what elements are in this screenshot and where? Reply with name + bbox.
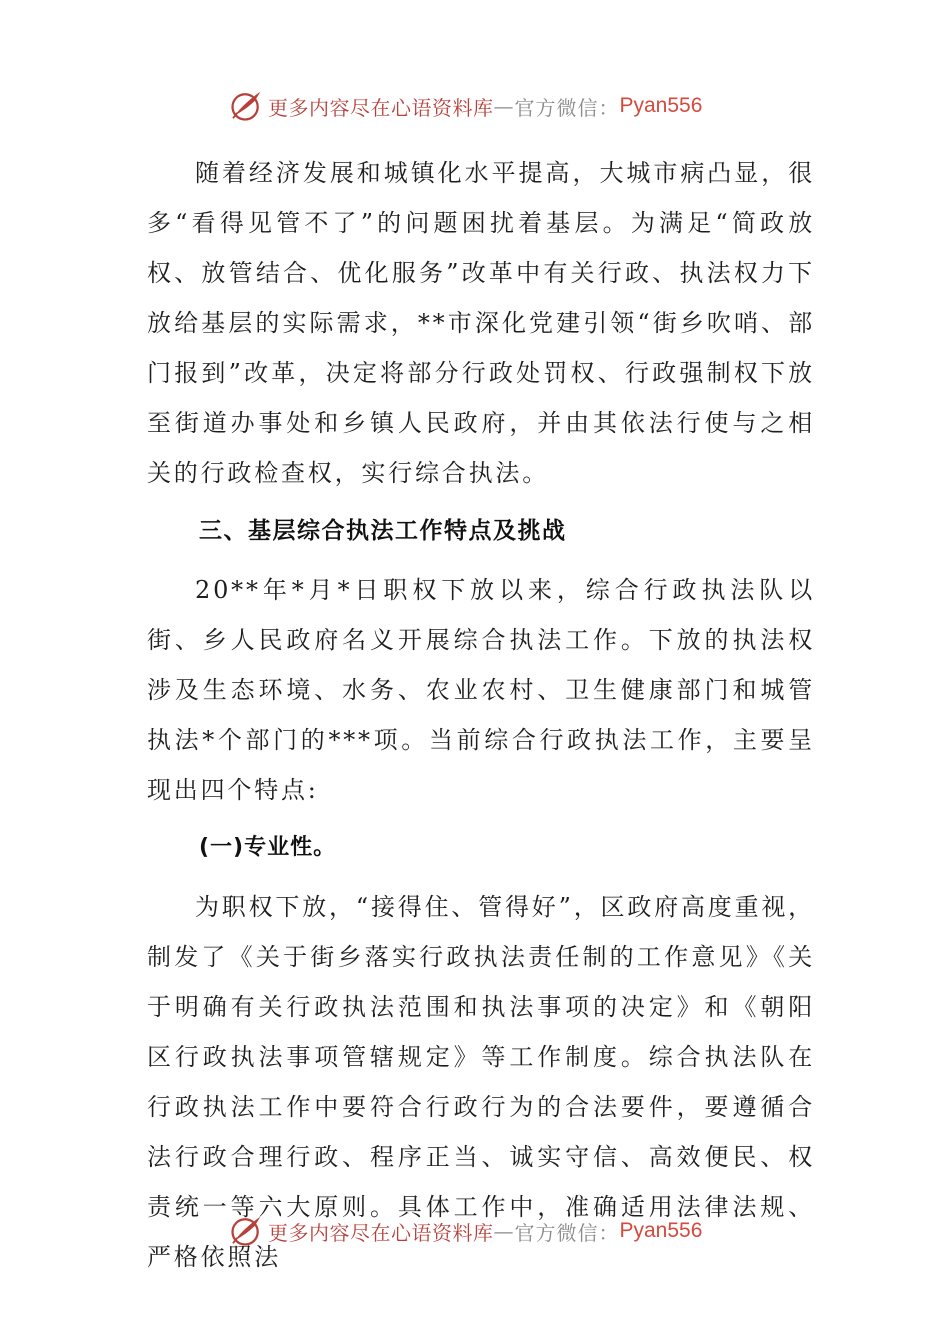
document-body xyxy=(147,148,815,1287)
watermark-dash: — xyxy=(493,94,515,118)
pen-logo-icon xyxy=(228,88,264,124)
watermark-official-label: 官方微信： xyxy=(514,95,620,120)
pen-logo-icon xyxy=(228,1213,264,1249)
watermark-footer xyxy=(228,1211,702,1251)
subsection-heading-1: (一)专业性。 xyxy=(199,835,337,860)
watermark-official-label: 官方微信： xyxy=(514,1220,620,1245)
watermark-wechat-id: Pyan556 xyxy=(619,1219,703,1242)
paragraph-background: 随着经济发展和城镇化水平提高，大城市病凸显，很多“看得见管不了”的问题困扰着基层。为满足“简政放权、放管结合、优化服务”改革中有关行政、执法权力下放给基层的实际需求，**市深化党建引领“街乡吹哨、部门报到”改革，决定将部分行政处罚权、行政强制权下放至街道办事处和乡镇人民政府，并由其依法行使与之相关的行政检查权，实行综合执法。 xyxy=(147,159,815,487)
watermark-brand: 更多内容尽在心语资料库 xyxy=(268,95,494,120)
paragraph-overview: 20**年*月*日职权下放以来，综合行政执法队以街、乡人民政府名义开展综合执法工作。下放的执法权涉及生态环境、水务、农业农村、卫生健康部门和城管执法*个部门的***项。当前综合行政执法工作，主要呈现出四个特点: xyxy=(147,576,815,804)
watermark-brand: 更多内容尽在心语资料库 xyxy=(268,1220,494,1245)
section-heading-3: 三、基层综合执法工作特点及挑战 xyxy=(199,518,567,544)
watermark-header xyxy=(228,86,702,126)
watermark-dash: — xyxy=(493,1219,515,1243)
watermark-wechat-id: Pyan556 xyxy=(619,94,703,117)
paragraph-professionalism: 为职权下放，“接得住、管得好”，区政府高度重视，制发了《关于街乡落实行政执法责任制的工作意见》《关于明确有关行政执法范围和执法事项的决定》和《朝阳区行政执法事项管辖规定》等工作制度。综合执法队在行政执法工作中要符合行政行为的合法要件，要遵循合法行政合理行政、程序正当、诚实守信、高效便民、权责统一等六大原则。具体工作中，准确适用法律法规、严格依照法 xyxy=(147,893,815,1271)
